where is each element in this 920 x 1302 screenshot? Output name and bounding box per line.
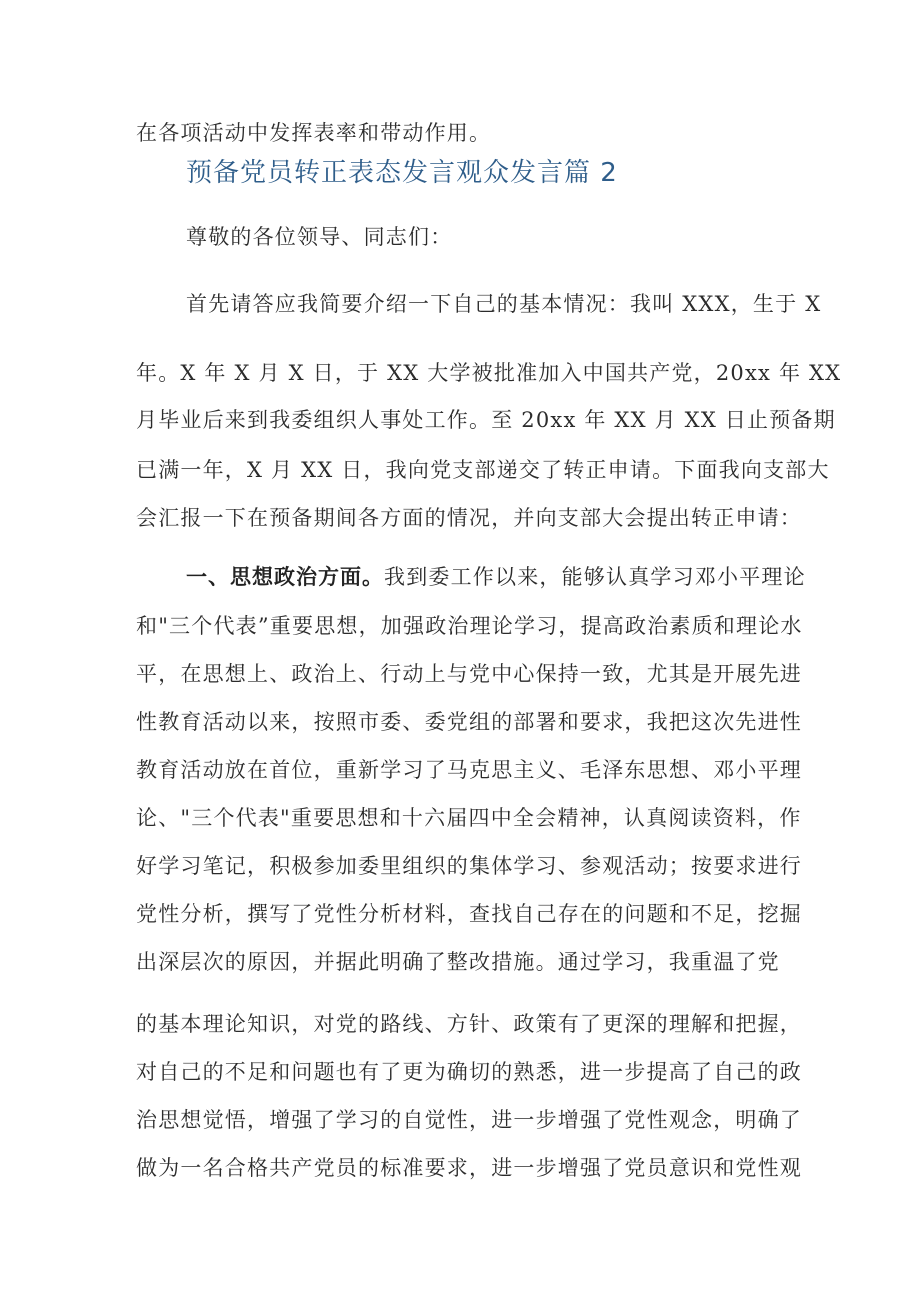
para2-line-8: 党性分析，撰写了党性分析材料，查找自己存在的问题和不足，挖掘	[136, 902, 802, 926]
para3-line-3: 治思想觉悟，增强了学习的自觉性，进一步增强了党性观念，明确了	[136, 1108, 802, 1132]
section-heading: 预备党员转正表态发言观众发言篇 2	[186, 158, 618, 188]
para3-line-2: 对自己的不足和问题也有了更为确切的熟悉，进一步提高了自己的政	[136, 1060, 802, 1084]
para1-line-5: 会汇报一下在预备期间各方面的情况，并向支部大会提出转正申请：	[136, 506, 802, 530]
previous-paragraph-tail: 在各项活动中发挥表率和带动作用。	[136, 121, 492, 145]
para2-line-1	[186, 562, 806, 592]
section-lead-politics: 一、思想政治方面。	[186, 565, 384, 589]
para2-line-9: 出深层次的原因，并据此明确了整改措施。通过学习，我重温了党	[136, 950, 780, 974]
para1-line-1: 首先请答应我简要介绍一下自己的基本情况：我叫 XXX，生于 X	[186, 292, 822, 316]
para2-line-6: 论、"三个代表"重要思想和十六届四中全会精神，认真阅读资料，作	[136, 806, 802, 830]
para2-line-2: 和"三个代表”重要思想，加强政治理论学习，提高政治素质和理论水	[136, 614, 803, 638]
para1-line-4: 已满一年，X 月 XX 日，我向党支部递交了转正申请。下面我向支部大	[136, 458, 830, 482]
para3-line-1: 的基本理论知识，对党的路线、方针、政策有了更深的理解和把握，	[136, 1012, 802, 1036]
para3-line-4: 做为一名合格共产党员的标准要求，进一步增强了党员意识和党性观	[136, 1156, 802, 1180]
salutation: 尊敬的各位领导、同志们：	[186, 225, 453, 249]
para1-line-2: 年。X 年 X 月 X 日，于 XX 大学被批准加入中国共产党，20xx 年 XX	[136, 361, 842, 385]
para2-line-7: 好学习笔记，积极参加委里组织的集体学习、参观活动；按要求进行	[136, 854, 802, 878]
para2-line-4: 性教育活动以来，按照市委、委党组的部署和要求，我把这次先进性	[136, 710, 802, 734]
para2-line-3: 平，在思想上、政治上、行动上与党中心保持一致，尤其是开展先进	[136, 662, 802, 686]
para2-line-5: 教育活动放在首位，重新学习了马克思主义、毛泽东思想、邓小平理	[136, 758, 802, 782]
para2-line-1-rest: 我到委工作以来，能够认真学习邓小平理论	[384, 565, 806, 589]
para1-line-3: 月毕业后来到我委组织人事处工作。至 20xx 年 XX 月 XX 日止预备期	[136, 408, 836, 432]
